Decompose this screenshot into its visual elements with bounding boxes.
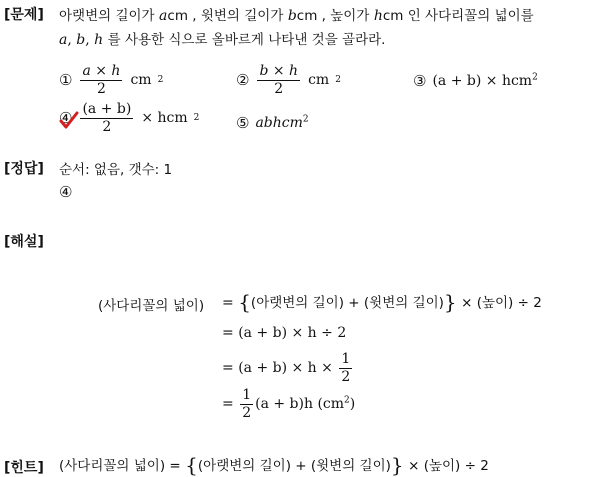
hint-label: [힌트] [4, 460, 44, 476]
choice-5[interactable]: ⑤ abhcm$^2$ [236, 114, 309, 132]
explanation-label: [해설] [4, 234, 44, 250]
choice-marker: ② [236, 71, 250, 90]
problem-label: [문제] [4, 7, 44, 23]
explanation-lhs: (사다리꼴의 넓이) [98, 298, 205, 314]
choice-1[interactable]: ① $\frac{a \times h}{2}$ cm 2 [59, 63, 164, 97]
problem-text-line1: 아랫변의 길이가 acm , 윗변의 길이가 bcm , 높이가 hcm 인 사다리꼴의 넓이를 [59, 8, 534, 24]
answer-meta: 순서: 없음, 갯수: 1 [59, 162, 173, 178]
choice-marker: ④ [59, 109, 73, 128]
choice-marker: ⑤ [236, 114, 250, 132]
problem-text-line2: a, b, h 를 사용한 식으로 올바르게 나타낸 것을 골라라. [59, 32, 386, 48]
choice-marker: ③ [413, 72, 427, 90]
choice-3[interactable]: ③ (a + b) × hcm$^2$ [413, 72, 538, 90]
choice-marker: ① [59, 71, 73, 90]
explanation-line4: = $\frac{1}{2}$ (a + b)h $(cm^2)$ [222, 387, 356, 421]
hint-text: (사다리꼴의 넓이) = {(아랫변의 길이) + (윗변의 길이)} × (높이) ÷ 2 [59, 453, 489, 477]
choice-2[interactable]: ② $\frac{b \times h}{2}$ cm 2 [236, 63, 341, 97]
correct-check-icon [58, 110, 80, 132]
answer-label: [정답] [4, 161, 44, 177]
explanation-line3: = (a + b) × h × $\frac{1}{2}$ [222, 351, 351, 385]
explanation-line2: = (a + b) × h ÷ 2 [222, 325, 347, 341]
explanation-line1: = {(아랫변의 길이) + (윗변의 길이)} × (높이) ÷ 2 [222, 290, 542, 314]
choice-4[interactable]: ④ $\frac{(a + b)}{2}$ × hcm 2 [59, 101, 200, 135]
answer-value: ④ [59, 183, 73, 201]
